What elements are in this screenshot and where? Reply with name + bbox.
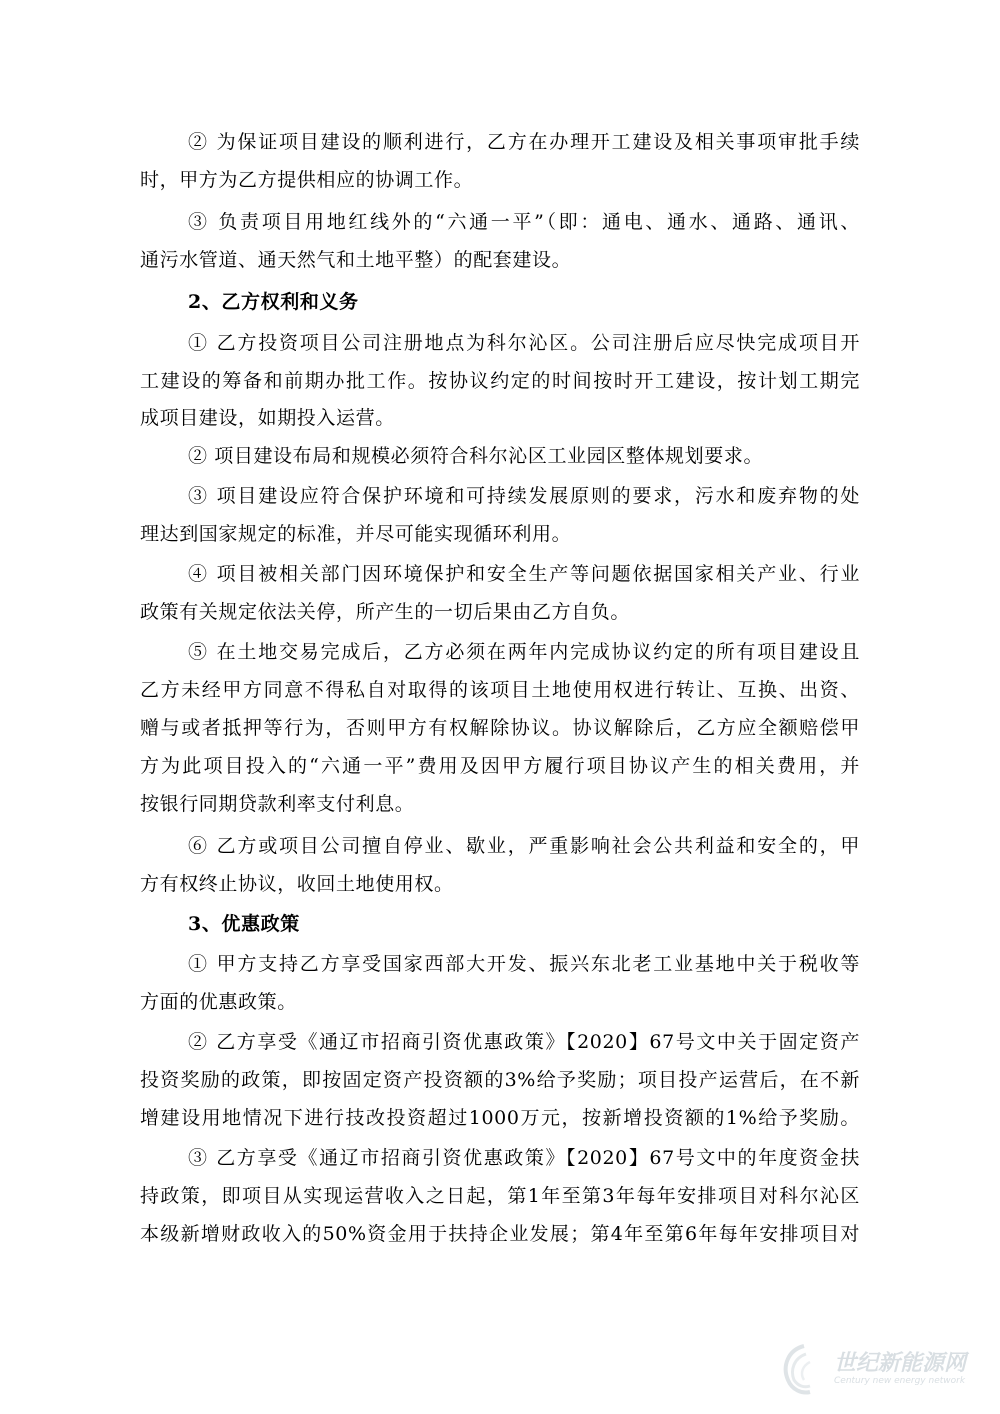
text-line: 方为此项目投入的“六通一平”费用及因甲方履行项目协议产生的相关费用，并 [140,755,860,777]
section-heading: 3、优惠政策 [188,913,300,935]
section-heading: 2、乙方权利和义务 [188,291,359,313]
text-line: ⑤ 在土地交易完成后，乙方必须在两年内完成协议约定的所有项目建设且 [188,641,860,663]
text-line: 乙方未经甲方同意不得私自对取得的该项目土地使用权进行转让、互换、出资、 [140,679,860,701]
text-line: 按银行同期贷款利率支付利息。 [140,793,415,815]
text-line: 持政策，即项目从实现运营收入之日起，第1年至第3年每年安排项目对科尔沁区 [140,1185,860,1207]
text-line: ② 项目建设布局和规模必须符合科尔沁区工业园区整体规划要求。 [188,445,764,467]
text-line: 赠与或者抵押等行为，否则甲方有权解除协议。协议解除后，乙方应全额赔偿甲 [140,717,860,739]
text-line: ⑥ 乙方或项目公司擅自停业、歇业，严重影响社会公共利益和安全的，甲 [188,835,860,857]
text-line: 投资奖励的政策，即按固定资产投资额的3%给予奖励；项目投产运营后，在不新 [140,1069,860,1091]
text-line: 政策有关规定依法关停，所产生的一切后果由乙方自负。 [140,601,631,623]
watermark-logo-icon [776,1340,832,1400]
text-line: ② 为保证项目建设的顺利进行，乙方在办理开工建设及相关事项审批手续 [188,131,860,153]
text-line: 时，甲方为乙方提供相应的协调工作。 [140,169,474,191]
text-line: 通污水管道、通天然气和土地平整）的配套建设。 [140,249,572,271]
text-line: ③ 乙方享受《通辽市招商引资优惠政策》【2020】67号文中的年度资金扶 [188,1147,860,1169]
text-line: 方面的优惠政策。 [140,991,297,1013]
text-line: 成项目建设，如期投入运营。 [140,407,395,429]
text-line: ② 乙方享受《通辽市招商引资优惠政策》【2020】67号文中关于固定资产 [188,1031,860,1053]
text-line: ③ 项目建设应符合保护环境和可持续发展原则的要求，污水和废弃物的处 [188,485,860,507]
text-line: 增建设用地情况下进行技改投资超过1000万元，按新增投资额的1%给予奖励。 [140,1107,860,1129]
text-line: 方有权终止协议，收回土地使用权。 [140,873,454,895]
watermark [776,1340,986,1400]
text-line: 本级新增财政收入的50%资金用于扶持企业发展；第4年至第6年每年安排项目对 [140,1223,860,1245]
text-line: 工建设的筹备和前期办批工作。按协议约定的时间按时开工建设，按计划工期完 [140,370,860,392]
text-line: ① 甲方支持乙方享受国家西部大开发、振兴东北老工业基地中关于税收等 [188,953,860,975]
text-line: ① 乙方投资项目公司注册地点为科尔沁区。公司注册后应尽快完成项目开 [188,332,860,354]
text-line: 理达到国家规定的标准，并尽可能实现循环利用。 [140,523,572,545]
text-line: ④ 项目被相关部门因环境保护和安全生产等问题依据国家相关产业、行业 [188,563,860,585]
watermark-name-cn: 世纪新能源网 [834,1351,967,1376]
watermark-name-en: Century new energy network [834,1376,966,1386]
text-line: ③ 负责项目用地红线外的“六通一平”（即：通电、通水、通路、通讯、 [188,211,860,233]
